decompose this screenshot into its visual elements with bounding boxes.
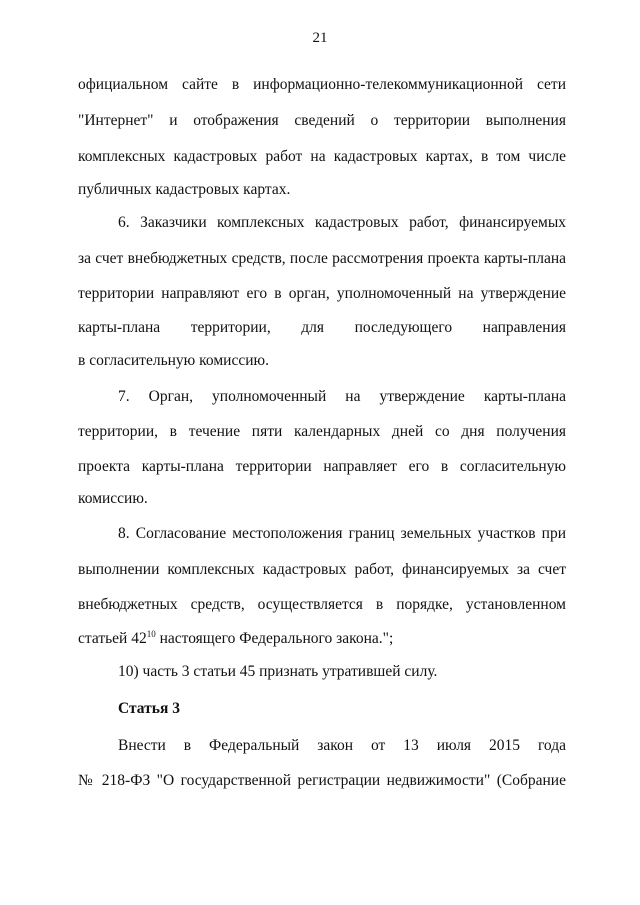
page-number: 21: [312, 30, 328, 46]
superscript: 10: [146, 629, 156, 639]
text-line: публичных кадастровых картах.: [78, 181, 291, 198]
text-line: в согласительную комиссию.: [78, 352, 269, 369]
text-line: территории, в течение пяти календарных дней со дня получения: [78, 423, 566, 440]
text-line: официальном сайте в информационно-телекоммуникационной сети: [78, 76, 566, 93]
text-line: проекта карты-плана территории направляет его в согласительную: [78, 458, 566, 475]
article-3-text: Внести в Федеральный закон от 13 июля 2015 года: [118, 737, 566, 754]
text-line: за счет внебюджетных средств, после рассмотрения проекта карты-плана: [78, 250, 566, 267]
paragraph-6-start: 6. Заказчики комплексных кадастровых работ, финансируемых: [118, 214, 566, 231]
article-heading: Статья 3: [118, 700, 180, 717]
article-ref-text: статьей 42: [78, 630, 147, 647]
text-line: № 218-ФЗ "О государственной регистрации недвижимости" (Собрание: [78, 772, 566, 789]
text-line: комиссию.: [78, 490, 148, 507]
text-line: карты-плана территории, для последующего направления: [78, 319, 566, 336]
text-line: территории направляют его в орган, уполномоченный на утверждение: [78, 285, 566, 302]
paragraph-7-start: 7. Орган, уполномоченный на утверждение карты-плана: [118, 388, 566, 405]
item-10: 10) часть 3 статьи 45 признать утратившей силу.: [118, 663, 438, 680]
paragraph-8-start: 8. Согласование местоположения границ земельных участков при: [118, 525, 566, 542]
text-line: выполнении комплексных кадастровых работ, финансируемых за счет: [78, 561, 566, 578]
text-continuation: настоящего Федерального закона.";: [155, 630, 394, 647]
text-line: "Интернет" и отображения сведений о территории выполнения: [78, 112, 566, 129]
text-line: внебюджетных средств, осуществляется в порядке, установленном: [78, 596, 566, 613]
text-line: комплексных кадастровых работ на кадастровых картах, в том числе: [78, 148, 566, 165]
text-line-with-superscript: [78, 630, 566, 648]
